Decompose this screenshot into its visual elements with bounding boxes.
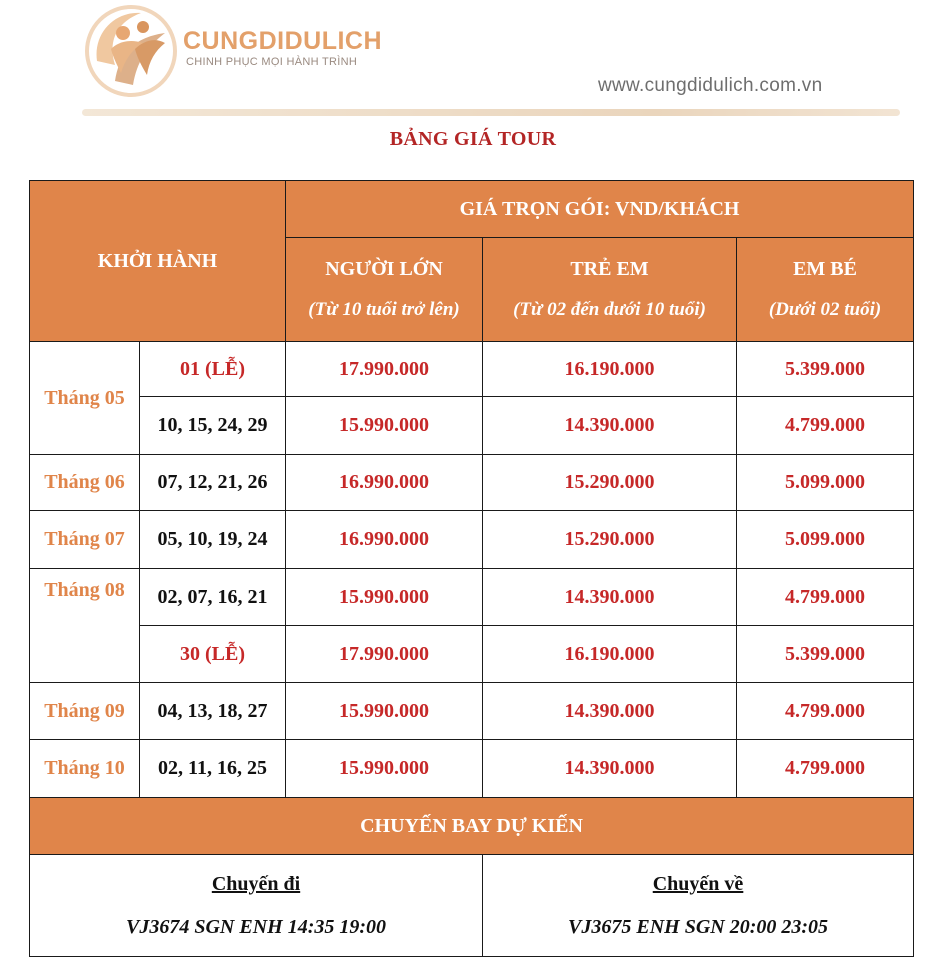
adult-price: 15.990.000	[286, 569, 483, 626]
date-cell: 04, 13, 18, 27	[140, 683, 286, 740]
table-row	[30, 626, 914, 683]
child-price: 16.190.000	[483, 626, 737, 683]
date-cell: 07, 12, 21, 26	[140, 455, 286, 511]
child-price: 14.390.000	[483, 740, 737, 798]
adult-price: 17.990.000	[286, 342, 483, 397]
price-table	[29, 180, 914, 957]
baby-price: 5.399.000	[737, 626, 914, 683]
child-price: 14.390.000	[483, 397, 737, 455]
month-cell: Tháng 07	[30, 511, 140, 569]
table-row	[30, 683, 914, 740]
header-divider	[82, 109, 900, 116]
return-code: VJ3675 ENH SGN 20:00 23:05	[568, 915, 829, 938]
table-row	[30, 397, 914, 455]
header-package-price: GIÁ TRỌN GÓI: VND/KHÁCH	[286, 181, 914, 238]
website-link[interactable]: www.cungdidulich.com.vn	[598, 75, 823, 96]
header-adult-label: NGƯỜI LỚN	[325, 258, 443, 280]
outbound-code: VJ3674 SGN ENH 14:35 19:00	[126, 915, 387, 938]
flight-section-header: CHUYẾN BAY DỰ KIẾN	[30, 798, 914, 855]
page-header	[0, 0, 946, 125]
return-title: Chuyến về	[652, 872, 744, 895]
header-baby-sub: (Dưới 02 tuổi)	[768, 299, 882, 320]
adult-price: 15.990.000	[286, 740, 483, 798]
table-row	[30, 342, 914, 397]
month-cell: Tháng 08	[30, 569, 140, 683]
header-baby-label: EM BÉ	[793, 258, 857, 280]
table-row	[30, 455, 914, 511]
header-child-sub: (Từ 02 đến dưới 10 tuổi)	[513, 299, 706, 320]
date-cell: 10, 15, 24, 29	[140, 397, 286, 455]
date-cell: 02, 11, 16, 25	[140, 740, 286, 798]
child-price: 14.390.000	[483, 683, 737, 740]
logo-icon	[85, 3, 177, 99]
brand-slogan: CHINH PHỤC MỌI HÀNH TRÌNH	[186, 56, 358, 68]
child-price: 16.190.000	[483, 342, 737, 397]
month-cell: Tháng 09	[30, 683, 140, 740]
child-price: 15.290.000	[483, 455, 737, 511]
header-baby	[737, 238, 914, 342]
header-adult-sub: (Từ 10 tuổi trở lên)	[308, 299, 460, 320]
baby-price: 5.099.000	[737, 455, 914, 511]
date-cell: 01 (LỄ)	[140, 342, 286, 397]
adult-price: 17.990.000	[286, 626, 483, 683]
baby-price: 4.799.000	[737, 569, 914, 626]
baby-price: 5.099.000	[737, 511, 914, 569]
date-cell: 02, 07, 16, 21	[140, 569, 286, 626]
return-flight	[483, 855, 914, 957]
month-cell: Tháng 10	[30, 740, 140, 798]
adult-price: 15.990.000	[286, 397, 483, 455]
month-cell: Tháng 06	[30, 455, 140, 511]
month-cell: Tháng 05	[30, 342, 140, 455]
child-price: 15.290.000	[483, 511, 737, 569]
header-adult	[286, 238, 483, 342]
adult-price: 15.990.000	[286, 683, 483, 740]
table-row	[30, 511, 914, 569]
page-title: BẢNG GIÁ TOUR	[389, 128, 557, 150]
child-price: 14.390.000	[483, 569, 737, 626]
adult-price: 16.990.000	[286, 511, 483, 569]
header-child-label: TRẺ EM	[570, 258, 649, 280]
baby-price: 5.399.000	[737, 342, 914, 397]
header-child	[483, 238, 737, 342]
table-row	[30, 569, 914, 626]
baby-price: 4.799.000	[737, 683, 914, 740]
baby-price: 4.799.000	[737, 740, 914, 798]
table-row	[30, 740, 914, 798]
baby-price: 4.799.000	[737, 397, 914, 455]
adult-price: 16.990.000	[286, 455, 483, 511]
date-cell: 05, 10, 19, 24	[140, 511, 286, 569]
date-cell: 30 (LỄ)	[140, 626, 286, 683]
outbound-flight	[30, 855, 483, 957]
outbound-title: Chuyến đi	[211, 872, 301, 895]
header-departure: KHỞI HÀNH	[30, 181, 286, 342]
brand-name: CUNGDIDULICH	[183, 27, 383, 55]
